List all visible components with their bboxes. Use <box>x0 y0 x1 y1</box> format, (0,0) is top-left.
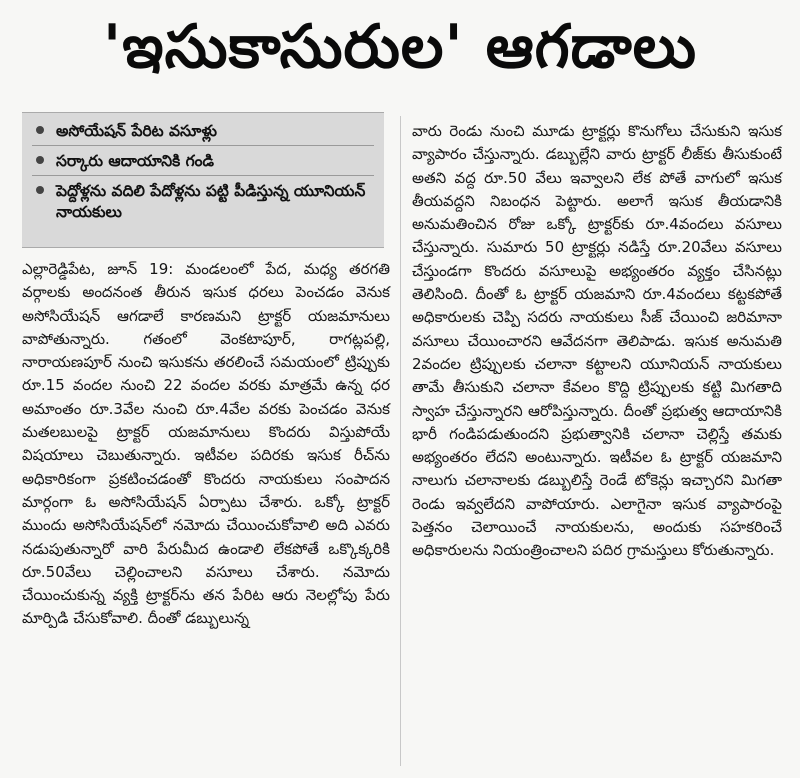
highlight-item <box>32 151 374 172</box>
highlights-box <box>22 112 384 248</box>
column-divider <box>400 116 401 766</box>
article-paragraph: ఎల్లారెడ్డిపేట, జూన్ 19: మండలంలో పేద, మధ్య తరగతి వర్గాలకు అందనంత తీరున ఇసుక ధరలు పెంచడం వెనుక అసోసియేషన్ ఆగడాలే కారణమని ట్రాక్టర్ యజమానులు వాపోతున్నారు. గతంలో వెంకటాపూర్, రాగట్లపల్లి, నారాయణపూర్ నుంచి ఇసుకను తరలించే సమయంలో ట్రిప్పుకు రూ.15 వందల నుంచి 22 వందల వరకు మాత్రమే ఉన్న ధర అమాంతం రూ.3వేల నుంచి రూ.4వేల వరకు పెంచడం వెనుక మతలబులపై ట్రాక్టర్ యజమానులు కొందరు విస్తుపోయే విషయాలు చెబుతున్నారు. ఇటీవల పదిరకు ఇసుక రీచ్‌ను అధికారికంగా ప్రకటించడంతో కొందరు నాయకులు సంపాదన మార్గంగా ఓ అసోసియేషన్ ఏర్పాటు చేశారు. ఒక్కో ట్రాక్టర్ ముందు అసోసియేషన్‌లో నమోదు చేయించుకోవాలి అది ఎవరు నడుపుతున్నారో వారి పేరుమీద ఉండాలి లేకపోతే ఒక్కొక్కరికి రూ.50వేలు చెల్లించాలని వసూలు చేశారు. నమోదు చేయించుకున్న వ్యక్తి ట్రాక్టర్‌ను తన పేరిట ఆరు నెలల్లోపు పేరు మార్పిడి చేసుకోవాలి. దీంతో డబ్బులున్న <box>22 260 390 628</box>
article-paragraph: వారు రెండు నుంచి మూడు ట్రాక్టర్లు కొనుగోలు చేసుకుని ఇసుక వ్యాపారం చేస్తున్నారు. డబ్బుల్లేని వారు ట్రాక్టర్ లీజ్‌కు తీసుకుంటే అతని వద్ద రూ.50 వేలు ఇవ్వాలని లేక పోతే వాగులో ఇసుక తీయవద్దని నిబంధన పెట్టారు. అలాగే ఇసుక తీయడానికి అనుమతించిన రోజు ఒక్కో ట్రాక్టర్‌కు రూ.4వందలు వసూలు చేస్తున్నారు. సుమారు 50 ట్రాక్టర్లు నడిస్తే రూ.20వేలు వసూలు చేస్తుండగా కొందరు వసూలుపై అభ్యంతరం వ్యక్తం చేసినట్లు తెలిసింది. దీంతో ఓ ట్రాక్టర్ యజమాని రూ.4వందలు కట్టకపోతే అధికారులకు చెప్పి సదరు నాయకులు సీజ్ చేయించి జరిమానా వసూలు చేయించారని ఆవేదనగా తెలిపాడు. ఇసుక అనుమతి 2వందల ట్రిప్పులకు చలానా కట్టాలని యూనియన్ నాయకులు తామే తీసుకుని చలానా కేవలం కొద్ది ట్రిప్పులకు కట్టి మిగతాది స్వాహ చేస్తున్నారని ఆరోపిస్తున్నారు. దీంతో ప్రభుత్వ ఆదాయానికి భారీ గండిపడుతుందని ప్రభుత్వానికి చలానా చెల్లిస్తే తమకు అభ్యంతరం లేదని అంటున్నారు. ఇటీవల ఓ ట్రాక్టర్ యజమాని నాలుగు చలానాలకు డబ్బులిస్తే రెండే టోకెన్లు ఇచ్చారని మిగతా రెండు ఇవ్వలేదని వాపోయారు. ఎలాగైనా ఇసుక వ్యాపారంపై పెత్తనం చెలాయించే నాయకులను, అందుకు సహకరించే అధికారులను నియంత్రించాలని పదిర గ్రామస్తులు కోరుతున్నారు. <box>412 122 782 560</box>
article-column-left <box>22 258 390 631</box>
highlight-text: సర్కారు ఆదాయానికి గండి <box>56 152 215 170</box>
bullet-icon <box>36 126 44 134</box>
highlight-text: పెద్దోళ్లను వదిలి పేదోళ్లను పట్టి పీడిస్తున్న యూనియన్ నాయకులు <box>56 182 366 221</box>
highlight-item <box>32 121 374 142</box>
bullet-icon <box>36 156 44 164</box>
divider <box>32 175 374 176</box>
highlight-text: అసోయేషన్ పేరిట వసూళ్లు <box>56 122 217 140</box>
article-column-right <box>412 120 782 563</box>
highlight-item <box>32 181 374 223</box>
headline: 'ఇసుకాసురుల' ఆగడాలు <box>102 12 698 82</box>
divider <box>32 145 374 146</box>
bullet-icon <box>36 186 44 194</box>
